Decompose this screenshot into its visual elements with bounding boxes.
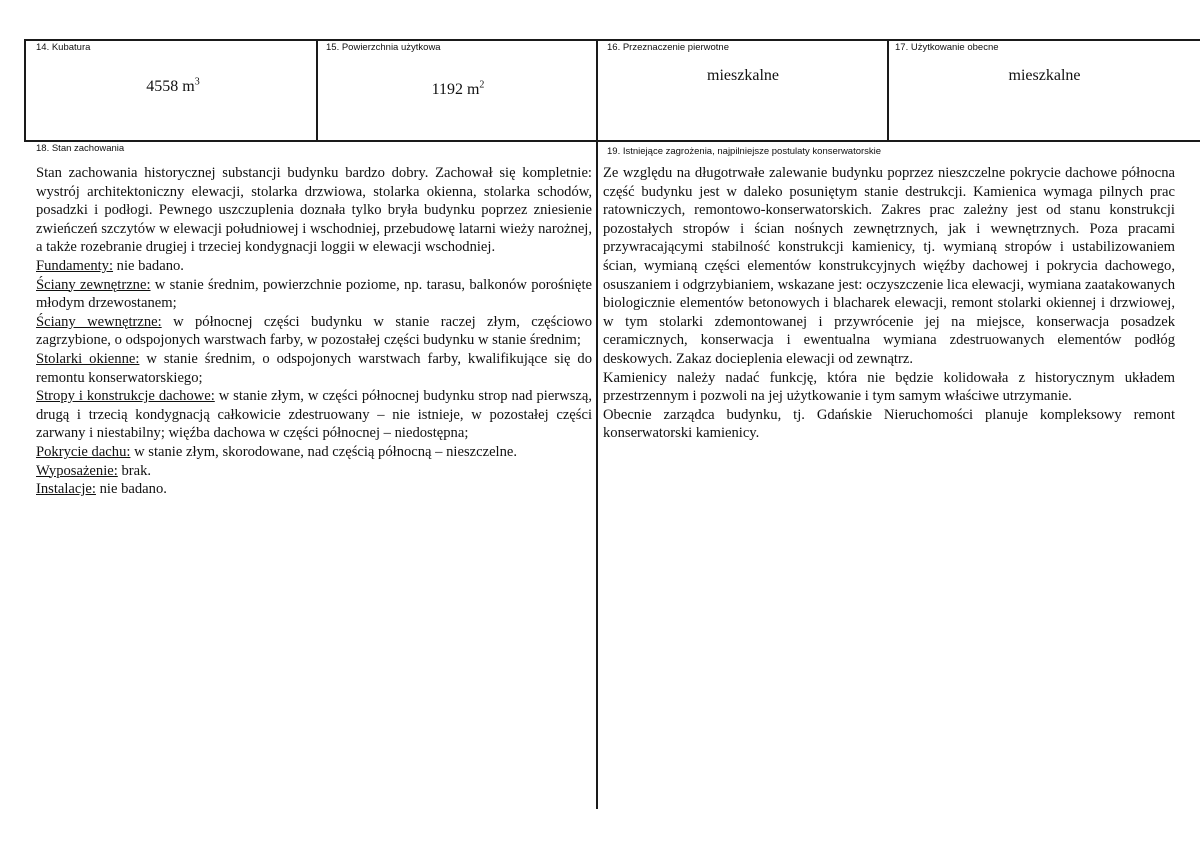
stan-label: 18. Stan zachowania <box>36 143 125 154</box>
stan-item-key: Instalacje: <box>36 481 96 498</box>
stan-item-key: Stolarki okienne: <box>36 350 140 367</box>
stan-item-instalacje: Instalacje: nie badano. <box>36 481 167 498</box>
zagrozenia-paragraph: Kamienicy należy nadać funkcję, która nie będzie kolidowała z historycznym układem przestrzennym i pozwoli na jej użytkowanie i tym samym właściwe utrzymanie. <box>603 369 1175 405</box>
kubatura-value: 4558 $m^3$ <box>146 76 200 95</box>
stan-item-stropy: Stropy i konstrukcje dachowe: w stanie złym, w części północnej budynku strop nad pierwszą, drugą i trzecią kondygnacją całkowicie zdestruowany – nie istnieje, w pozostałej części zarwany i niestabilny; więźba dachowa w części północnej – niedostępna; <box>36 388 592 442</box>
stan-item-key: Pokrycie dachu: <box>36 443 131 460</box>
stan-item-stolarki-okienne: Stolarki okienne: w stanie średnim, o odspojonych warstwach farby, kwalifikujące się do remontu konserwatorskiego; <box>36 350 592 386</box>
stan-item-sciany-wewnetrzne: Ściany wewnętrzne: w północnej części budynku w stanie raczej złym, częściowo zagrzybione, o odspojonych warstwach farby, w pozostałej części budynku w stanie średnim; <box>36 313 593 349</box>
kubatura-exponent: 3 <box>194 76 200 88</box>
stan-item-key: Ściany wewnętrzne: <box>36 313 162 330</box>
col-divider-2 <box>596 39 598 809</box>
kubatura-label: 14. Kubatura <box>36 42 91 53</box>
zagrozenia-text <box>603 164 1175 443</box>
stan-item-key: Wyposażenie: <box>36 462 118 479</box>
powierzchnia-exponent: 2 <box>479 79 485 91</box>
przeznaczenie-label: 16. Przeznaczenie pierwotne <box>607 42 729 53</box>
stan-item-sciany-zewnetrzne: Ściany zewnętrzne: w stanie średnim, powierzchnie poziome, np. tarasu, balkonów porośnięte młodym drzewostanem; <box>36 276 593 312</box>
stan-item-fundamenty: Fundamenty: nie badano. <box>36 257 184 274</box>
stan-item-key: Stropy i konstrukcje dachowe: <box>36 388 215 405</box>
stan-item-wyposazenie: Wyposażenie: brak. <box>36 462 152 479</box>
zagrozenia-paragraph: Ze względu na długotrwałe zalewanie budynku poprzez nieszczelne pokrycie dachowe północna część budynku jest w daleko posuniętym stanie destrukcji. Kamienica wymaga pilnych prac ratowniczych, remontowo-konserwatorskich. Zakres prac zależny jest od stanu konstrukcji pozostałych stropów i ścian nośnych zewnętrznych, jak i wewnętrznych. Poza pracami przywracającymi stabilność konstrukcji kamienicy, tj. wymianą stropów i ustabilizowaniem ścian, wymianą części elementów konstrukcyjnych więźby dachowej i pokrycia dachowego, osuszaniem i odgrzybianiem, wskazane jest: oczyszczenie lica elewacji, wymiana zaatakowanych biologicznie elementów betonowych i blacharek elewacji, remont stolarki okiennej i drzwiowej, w tym stolarki zdemontowanej i przywrócenie jej na miejsce, konserwacja posadzek ceramicznych, konserwacja i ewentualna wymiana zdestruowanych elementów podłóg deskowych. Zakaz docieplenia elewacji od zewnątrz. <box>603 165 1175 367</box>
left-border <box>24 39 26 141</box>
stan-item-key: Fundamenty: <box>36 257 114 274</box>
stan-text <box>36 164 592 499</box>
powierzchnia-label: 15. Powierzchnia użytkowa <box>326 42 441 53</box>
powierzchnia-value: 1192 $m^2$ <box>431 79 485 98</box>
row-divider <box>24 140 1200 142</box>
top-border <box>24 39 1200 41</box>
stan-item-key: Ściany zewnętrzne: <box>36 276 151 293</box>
stan-item-pokrycie-dachu: Pokrycie dachu: w stanie złym, skorodowane, nad częścią północną – nieszczelne. <box>36 443 518 460</box>
zagrozenia-label: 19. Istniejące zagrożenia, najpilniejsze postulaty konserwatorskie <box>607 146 882 157</box>
uzytkowanie-label: 17. Użytkowanie obecne <box>895 42 999 53</box>
stan-intro: Stan zachowania historycznej substancji budynku bardzo dobry. Zachował się kompletnie: wystrój architektoniczny elewacji, stolarka drzwiowa, stolarka okienna, stolarka schodów, posadzki i podłogi. Pewnego uszczuplenia doznała tylko bryła budynku poprzez zniesienie zwieńczeń szczytów w elewacji południowej i wschodniej, przebudowę latarni wieży narożnej, a także rozebranie drugiej i trzeciej kondygnacji loggii w elewacji wschodniej. <box>36 165 592 256</box>
uzytkowanie-value: mieszkalne <box>1008 67 1081 84</box>
przeznaczenie-value: mieszkalne <box>707 67 779 84</box>
zagrozenia-paragraph: Obecnie zarządca budynku, tj. Gdańskie Nieruchomości planuje kompleksowy remont konserwatorski kamienicy. <box>603 406 1175 442</box>
col-divider-3 <box>887 39 889 141</box>
